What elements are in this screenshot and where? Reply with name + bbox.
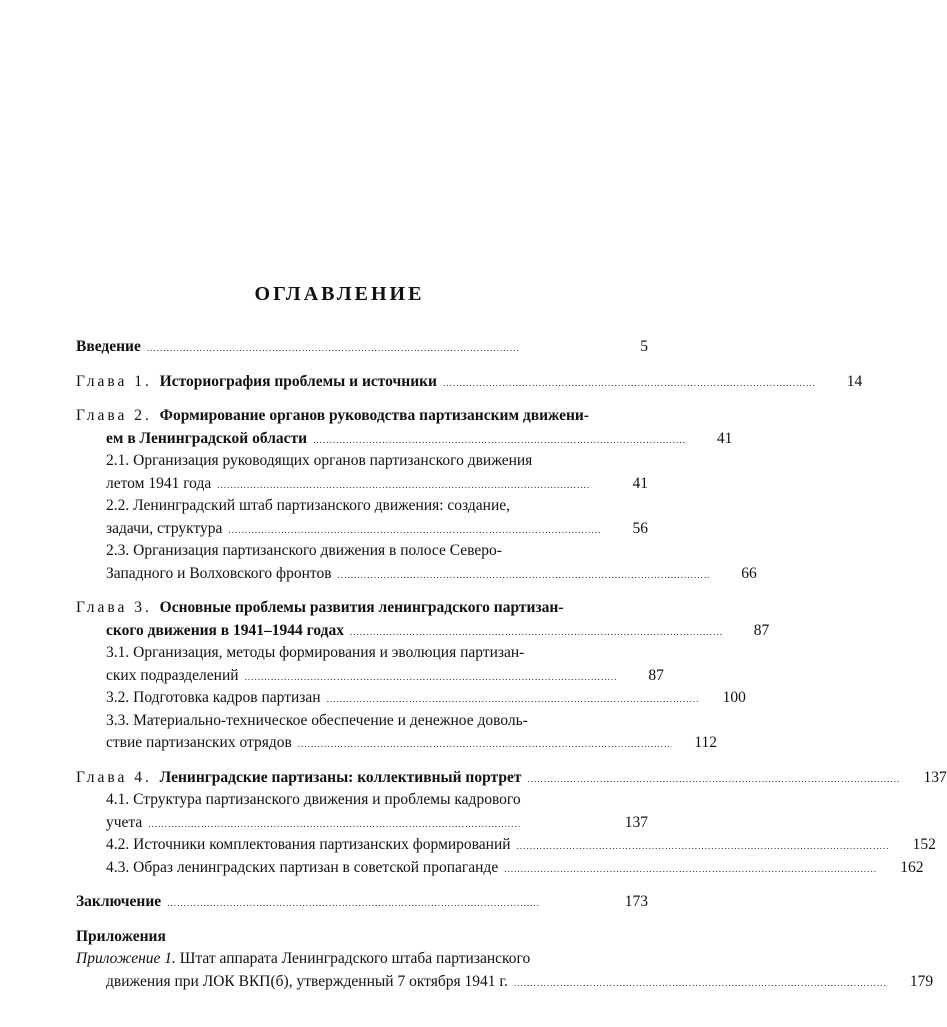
toc-appendix-1[interactable] [76,948,934,993]
section-title: 3.1. Организация, методы формирования и эволюция партизан- [106,644,525,661]
section-title-cont: ствие партизанских отрядов [106,734,292,751]
chapter-title-text-cont: ского движения в 1941–1944 годах [106,621,344,639]
section-title: 2.3. Организация партизанского движения в полосе Северо- [106,542,502,559]
section-title: 4.1. Структура партизанского движения и проблемы кадрового [106,791,521,808]
dot-leader [443,371,814,395]
dot-leader [514,971,885,995]
section-title-cont: учета [106,813,143,831]
dot-leader [228,518,600,542]
toc-chapter-4[interactable] [76,767,947,790]
section-title: 4.2. Источники комплектования партизанских формирований [106,836,511,853]
page-number: 41 [716,429,733,447]
toc-entry-label: Заключение [76,893,162,910]
toc-section-2-2[interactable] [76,495,648,540]
toc-section-3-3[interactable] [76,710,718,755]
page-number: 137 [923,768,947,786]
section-title: 3.2. Подготовка кадров партизан [106,689,321,706]
chapter-title-text-cont: ем в Ленинградской области [106,429,308,447]
chapter-prefix: Глава 1. [76,372,152,390]
dot-leader [350,620,721,644]
appendix-prefix: Приложение 1. [76,950,176,967]
chapter-title-text: Ленинградские партизаны: коллективный портрет [159,768,522,786]
page-number: 14 [846,372,863,390]
dot-leader [527,767,898,791]
page-number: 173 [624,893,648,910]
toc-entry-intro[interactable] [76,336,648,359]
appendix-title-text: Штат аппарата Ленинградского штаба партизанского [179,950,531,967]
dot-leader [338,563,709,587]
page-number: 112 [694,734,718,751]
chapter-title [76,371,437,394]
section-title: 3.3. Материально-техническое обеспечение и денежное доволь- [106,711,528,729]
page-number: 87 [648,666,664,684]
toc-entry-conclusion[interactable] [76,891,648,914]
page-number: 56 [632,519,648,537]
toc-entry-label: Введение [76,338,141,355]
section-title: 2.1. Организация руководящих органов партизанского движения [106,452,533,469]
chapter-title [76,767,521,790]
page-number: 41 [632,474,648,492]
toc-chapter-3[interactable] [76,597,770,642]
page-number: 137 [624,813,648,831]
dot-leader [298,732,669,756]
dot-leader [167,891,600,915]
chapter-title [76,405,589,428]
page-number: 152 [912,836,936,853]
chapter-title-text: Основные проблемы развития ленинградского партизан- [159,599,564,616]
toc-section-2-3[interactable] [76,540,757,585]
chapter-prefix: Глава 3. [76,599,152,616]
dot-leader [327,687,698,711]
toc-section-3-2[interactable] [76,687,746,710]
toc-section-4-1[interactable] [76,789,648,834]
chapter-title [76,597,564,620]
dot-leader [313,428,684,452]
section-title-cont: летом 1941 года [106,474,212,492]
chapter-title-text: Формирование органов руководства партизанским движени- [159,407,589,424]
table-of-contents [76,336,947,993]
page-number: 179 [909,972,934,990]
chapter-prefix: Глава 4. [76,768,152,786]
toc-section-3-1[interactable] [76,642,664,687]
dot-leader [147,336,600,360]
section-title: 4.3. Образ ленинградских партизан в советской пропаганде [106,858,499,876]
chapter-prefix: Глава 2. [76,407,152,424]
toc-appendices [76,926,648,949]
toc-chapter-1[interactable] [76,371,863,394]
toc-section-4-2[interactable] [76,834,936,857]
dot-leader [517,834,888,858]
page-number: 162 [900,858,924,876]
section-title-cont: задачи, структура [106,519,223,537]
appendices-heading: Приложения [76,927,166,945]
page-number: 66 [741,564,757,582]
section-title-cont: ских подразделений [106,666,239,684]
chapter-title-text: Историография проблемы и источники [159,372,437,390]
appendix-title-cont: движения при ЛОК ВКП(б), утвержденный 7 октября 1941 г. [106,972,508,990]
page-number: 5 [640,338,648,355]
dot-leader [148,812,600,836]
appendix-title [76,948,530,971]
dot-leader [245,665,616,689]
page-title: ОГЛАВЛЕНИЕ [254,283,425,305]
toc-section-4-3[interactable] [76,857,924,880]
section-title-cont: Западного и Волховского фронтов [106,564,332,582]
page-number: 87 [753,621,770,639]
page-number: 100 [722,689,746,706]
dot-leader [217,473,600,497]
toc-section-2-1[interactable] [76,450,648,495]
toc-chapter-2[interactable] [76,405,733,450]
dot-leader [504,857,875,881]
section-title: 2.2. Ленинградский штаб партизанского движения: создание, [106,497,511,514]
